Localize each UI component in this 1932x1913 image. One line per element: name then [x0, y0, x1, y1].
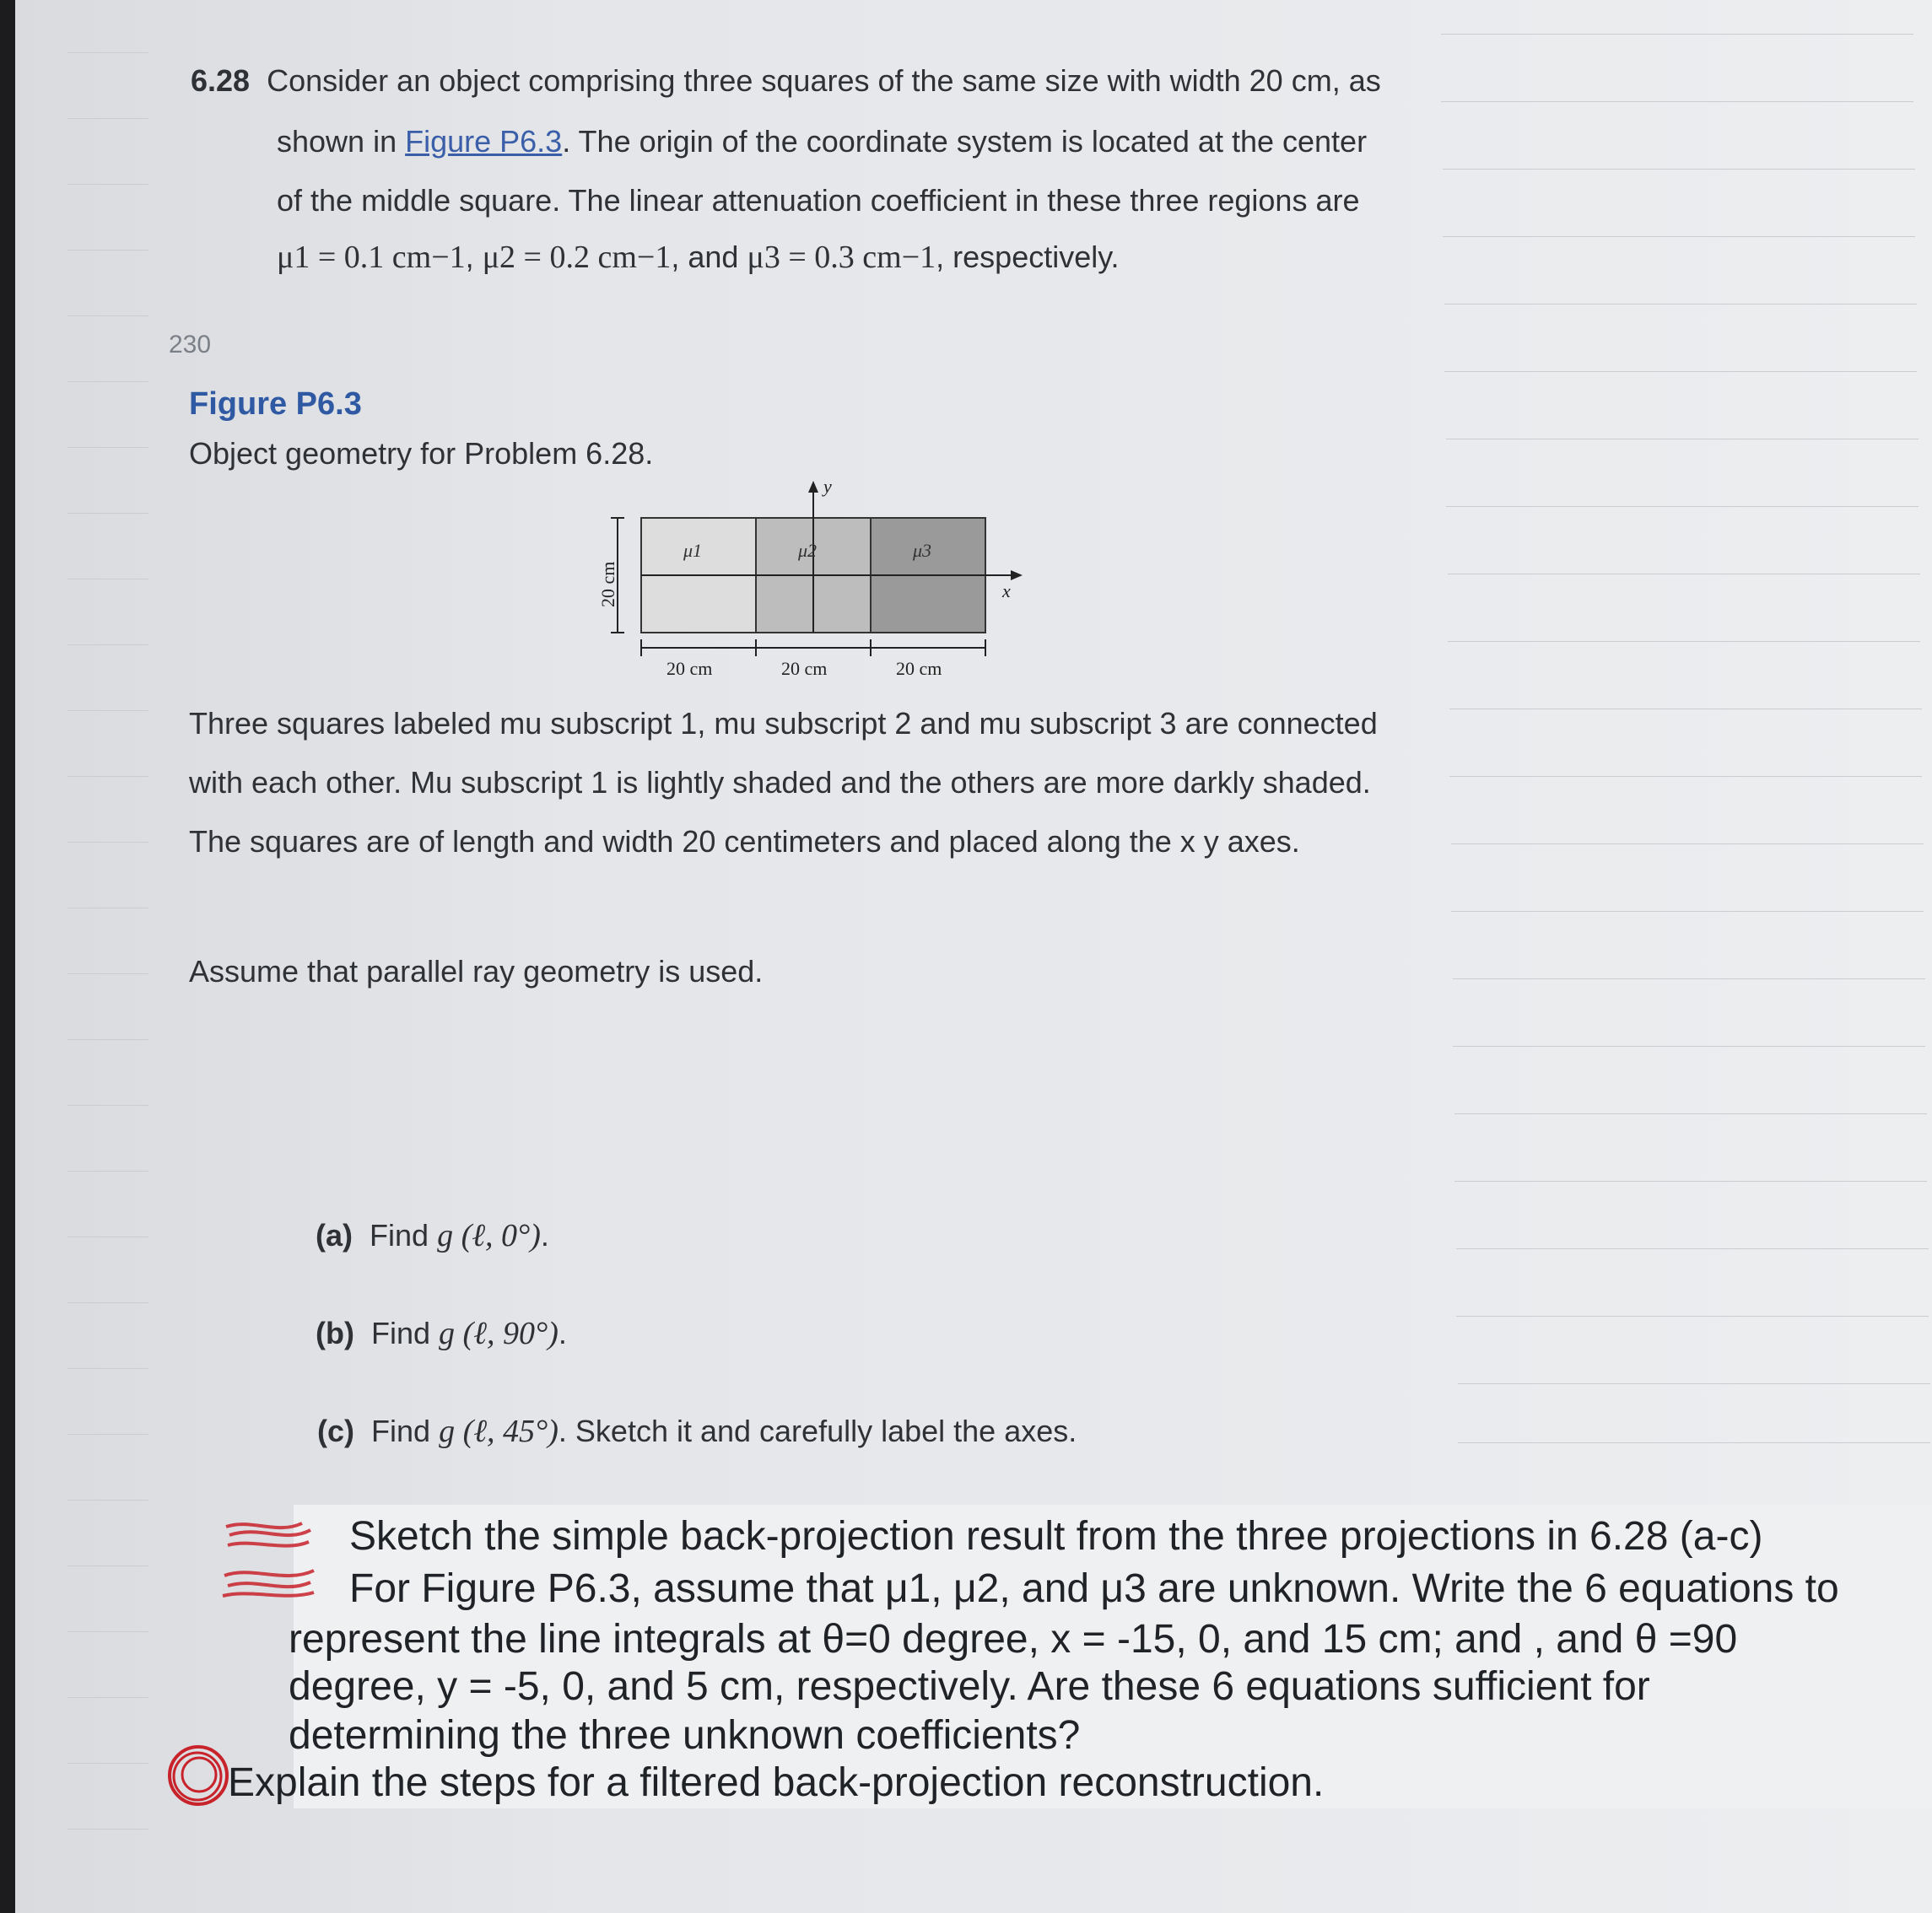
notebook-rule [1448, 641, 1920, 642]
part-b-math: g (ℓ, 90°) [439, 1316, 559, 1351]
red-circle-scribble [160, 1738, 236, 1813]
margin-rule [67, 710, 148, 711]
margin-rule [67, 1565, 148, 1566]
notebook-rule [1453, 1046, 1925, 1047]
notebook-rule [1453, 978, 1925, 979]
scribble-1 [226, 1523, 310, 1546]
notebook-rule [1446, 506, 1919, 507]
margin-rule [67, 1697, 148, 1698]
part-c-math: g (ℓ, 45°) [439, 1414, 559, 1449]
problem-line-2 [277, 124, 1368, 159]
mu1-label: μ1 [683, 540, 703, 561]
problem-line-4: μ1 = 0.1 cm−1, μ2 = 0.2 cm−1, and μ3 = 0.3 cm−1, respectively. [277, 240, 1120, 275]
height-dim-label: 20 cm [597, 561, 618, 607]
notebook-rule [1441, 101, 1913, 102]
margin-rule [67, 1171, 148, 1172]
problem-number: 6.28 [191, 63, 251, 98]
description-line-2: with each other. Mu subscript 1 is lightly shaded and the others are more darkly shaded. [189, 765, 1371, 800]
handout-line-2: For Figure P6.3, assume that μ1, μ2, and μ3 are unknown. Write the 6 equations to [349, 1566, 1839, 1611]
notebook-rule [1441, 34, 1913, 35]
problem-text-3: of the middle square. The linear attenuation coefficient in these three regions are [277, 183, 1360, 218]
part-a-label: (a) [316, 1218, 353, 1253]
notebook-rule [1444, 371, 1917, 372]
handout-line-4: degree, y = -5, 0, and 5 cm, respectively. Are these 6 equations sufficient for [289, 1664, 1650, 1709]
part-c-label: (c) [317, 1414, 354, 1448]
problem-text-2a: shown in [277, 124, 406, 159]
margin-rule [67, 1368, 148, 1369]
and-word: and [688, 240, 739, 274]
margin-rule [67, 447, 148, 448]
notebook-rule [1454, 1113, 1927, 1114]
red-scribble-marks [209, 1501, 344, 1636]
part-b-suffix: . [558, 1316, 567, 1350]
mu3-label: μ3 [913, 540, 932, 561]
x-axis-arrow [1011, 570, 1023, 580]
problem-text-2b: . The origin of the coordinate system is located at the center [562, 124, 1368, 159]
handout-line-1: Sketch the simple back-projection result from the three projections in 6.28 (a-c) [349, 1514, 1763, 1559]
part-b-label: (b) [316, 1316, 354, 1350]
x-axis-label: x [1002, 580, 1011, 601]
margin-rule [67, 776, 148, 777]
y-axis-arrow [808, 481, 818, 493]
notebook-rule [1449, 776, 1922, 777]
margin-rule [67, 1105, 148, 1106]
problem-line-1 [191, 63, 1381, 98]
width-dim-label-3: 20 cm [896, 658, 942, 679]
margin-rule [67, 1631, 148, 1632]
assumption-text: Assume that parallel ray geometry is used. [189, 954, 764, 989]
notebook-rule [1458, 1442, 1930, 1443]
margin-rule [67, 1039, 148, 1040]
margin-rule [67, 315, 148, 316]
figure-title: Figure P6.3 [189, 386, 362, 422]
part-a-suffix: . [540, 1218, 549, 1253]
part-a-prefix: Find [370, 1218, 429, 1253]
mu1-equation: μ1 = 0.1 cm−1 [277, 240, 466, 275]
problem-line-3 [277, 183, 1360, 218]
part-b [316, 1318, 567, 1350]
notebook-rule [1443, 236, 1915, 237]
handout-line-6: Explain the steps for a filtered back-projection reconstruction. [228, 1760, 1325, 1805]
mu2-label: μ2 [798, 540, 818, 561]
mu2-equation: μ2 = 0.2 cm−1 [482, 240, 672, 275]
notebook-rule [1451, 843, 1924, 844]
notebook-rule [1451, 911, 1924, 912]
margin-rule [67, 118, 148, 119]
scribble-circle-2 [174, 1753, 221, 1800]
part-a [316, 1220, 549, 1252]
notebook-rule [1456, 1248, 1929, 1249]
figure-caption: Object geometry for Problem 6.28. [189, 436, 654, 471]
y-axis-label: y [823, 476, 832, 497]
figure-link[interactable]: Figure P6.3 [405, 124, 563, 159]
margin-rule [67, 52, 148, 53]
respectively-word: respectively. [953, 240, 1120, 274]
margin-rule [67, 842, 148, 843]
scribble-2 [223, 1571, 314, 1596]
notebook-rule [1443, 169, 1915, 170]
mu3-equation: μ3 = 0.3 cm−1 [747, 240, 936, 275]
notebook-rule [1456, 1316, 1929, 1317]
margin-rule [67, 184, 148, 185]
margin-rule [67, 1500, 148, 1501]
width-dim-label-1: 20 cm [666, 658, 713, 679]
handout-line-3: represent the line integrals at θ=0 degree, x = -15, 0, and 15 cm; and , and θ =90 [289, 1617, 1738, 1662]
page [15, 0, 1932, 1913]
handout-line-5: determining the three unknown coefficients? [289, 1713, 1081, 1758]
part-c-suffix: . Sketch it and carefully label the axes. [558, 1414, 1077, 1448]
part-b-prefix: Find [370, 1316, 431, 1350]
margin-rule [67, 1302, 148, 1303]
notebook-rule [1458, 1383, 1930, 1384]
margin-rule [67, 973, 148, 974]
description-line-1: Three squares labeled mu subscript 1, mu subscript 2 and mu subscript 3 are connected [189, 706, 1378, 741]
page-number: 230 [169, 331, 212, 358]
notebook-rule [1454, 1181, 1927, 1182]
part-a-math: g (ℓ, 0°) [437, 1218, 541, 1253]
margin-rule [67, 513, 148, 514]
figure-diagram [572, 472, 1044, 692]
part-c-prefix: Find [371, 1414, 431, 1448]
part-c [317, 1415, 1077, 1447]
margin-rule [67, 250, 148, 251]
description-line-3: The squares are of length and width 20 centimeters and placed along the x y axes. [189, 824, 1300, 859]
margin-rule [67, 1434, 148, 1435]
problem-text-1: Consider an object comprising three squares of the same size with width 20 cm, as [267, 63, 1381, 98]
margin-rule [67, 1763, 148, 1764]
margin-rule [67, 381, 148, 382]
scribble-circle-1 [170, 1747, 227, 1804]
scribble-circle-3 [182, 1758, 216, 1792]
margin-rule [67, 644, 148, 645]
width-dim-label-2: 20 cm [781, 658, 828, 679]
